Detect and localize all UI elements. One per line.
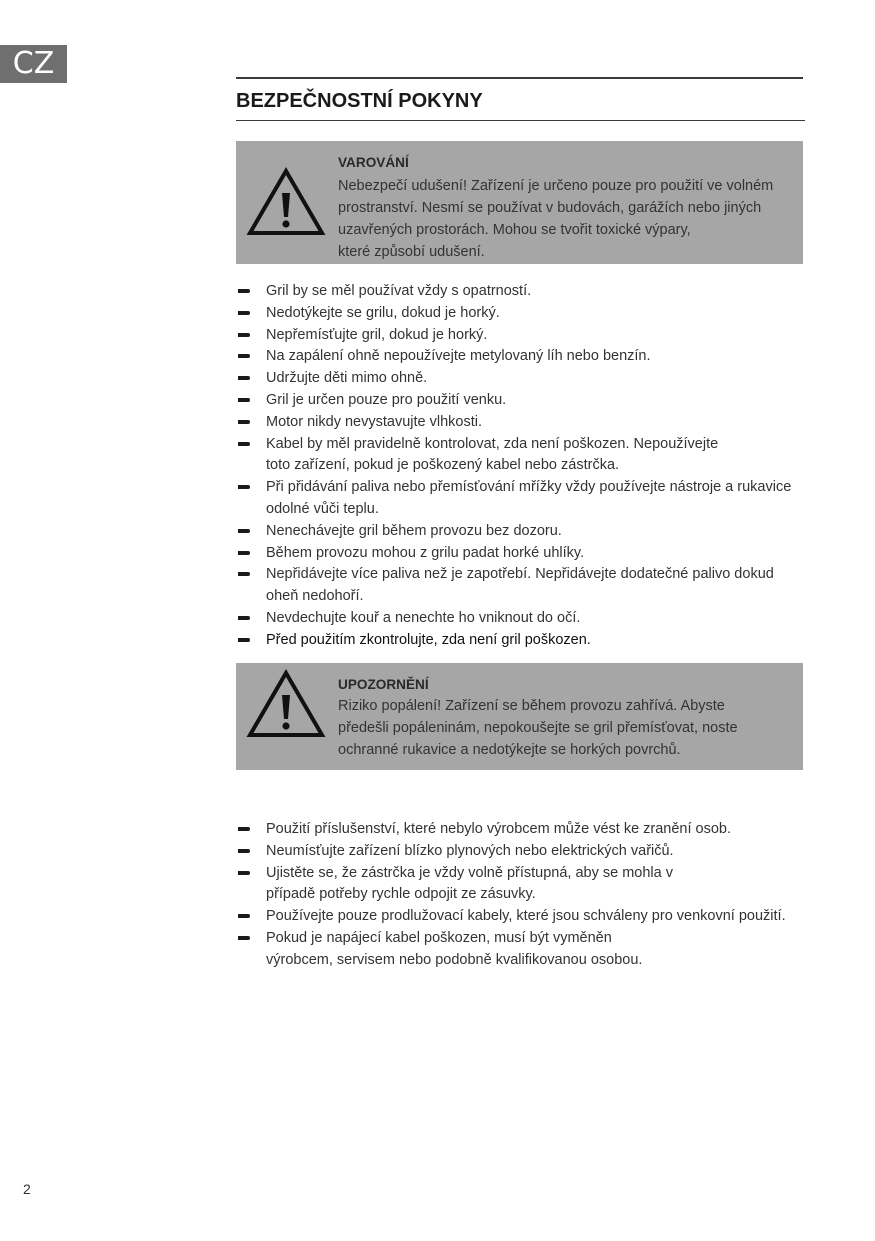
bullet-dash-icon	[238, 616, 250, 620]
bullet-dash-icon	[238, 311, 250, 315]
bullet-dash-icon	[238, 529, 250, 533]
caution-line: předešli popáleninám, nepokoušejte se gril přemísťovat, noste	[338, 720, 738, 736]
bullet-dash-icon	[238, 572, 250, 576]
warning-line: uzavřených prostorách. Mohou se tvořit toxické výpary,	[338, 222, 691, 238]
warning-triangle-icon	[246, 669, 326, 741]
caution-box	[236, 663, 803, 770]
caution-heading: UPOZORNĚNÍ	[338, 677, 429, 692]
bullet-dash-icon	[238, 914, 250, 918]
list-item: Nepřidávejte více paliva než je zapotřebí. Nepřidávejte dodatečné palivo dokud oheň nedohoří.	[236, 564, 836, 608]
warning-line: které způsobí udušení.	[338, 244, 485, 260]
caution-text	[338, 695, 793, 761]
language-tab: CZ	[0, 45, 67, 83]
list-item: Kabel by měl pravidelně kontrolovat, zda není poškozen. Nepoužívejte toto zařízení, pokud je poškozený kabel nebo zástrčka.	[236, 434, 836, 478]
caution-line: Riziko popálení! Zařízení se během provozu zahřívá. Abyste	[338, 698, 725, 714]
warning-line: prostranství. Nesmí se používat v budovách, garážích nebo jiných	[338, 200, 762, 216]
list-item: Neumísťujte zařízení blízko plynových nebo elektrických vařičů.	[236, 841, 836, 863]
list-item: Nevdechujte kouř a nenechte ho vniknout do očí.	[236, 608, 836, 630]
bullet-dash-icon	[238, 827, 250, 831]
page-title: BEZPEČNOSTNÍ POKYNY	[236, 90, 483, 112]
bullet-dash-icon	[238, 376, 250, 380]
list-item: Používejte pouze prodlužovací kabely, které jsou schváleny pro venkovní použití.	[236, 906, 836, 928]
bullet-dash-icon	[238, 936, 250, 940]
top-divider	[236, 77, 803, 79]
list-item: Nepřemísťujte gril, dokud je horký.	[236, 325, 836, 347]
list-item: Při přidávání paliva nebo přemísťování mřížky vždy používejte nástroje a rukavice odolné vůči teplu.	[236, 477, 836, 521]
list-item: Udržujte děti mimo ohně.	[236, 368, 836, 390]
bullet-dash-icon	[238, 849, 250, 853]
list-item: Gril by se měl používat vždy s opatrností.	[236, 281, 836, 303]
list-item: Motor nikdy nevystavujte vlhkosti.	[236, 412, 836, 434]
list-item: Použití příslušenství, které nebylo výrobcem může vést ke zranění osob.	[236, 819, 836, 841]
list-item: Na zapálení ohně nepoužívejte metylovaný líh nebo benzín.	[236, 346, 836, 368]
warning-box	[236, 141, 803, 264]
bullet-dash-icon	[238, 442, 250, 446]
list-item: Před použitím zkontrolujte, zda není gril poškozen.	[236, 630, 836, 652]
warning-triangle-icon	[246, 167, 326, 239]
bullet-dash-icon	[238, 289, 250, 293]
bullet-dash-icon	[238, 551, 250, 555]
bullet-dash-icon	[238, 333, 250, 337]
warning-heading: VAROVÁNÍ	[338, 155, 409, 170]
list-item: Gril je určen pouze pro použití venku.	[236, 390, 836, 412]
caution-line: ochranné rukavice a nedotýkejte se horkých povrchů.	[338, 742, 681, 758]
list-item: Pokud je napájecí kabel poškozen, musí být vyměněn výrobcem, servisem nebo podobně kvalifikovanou osobou.	[236, 928, 836, 972]
safety-list-1	[236, 281, 836, 652]
page-number: 2	[23, 1181, 31, 1197]
bullet-dash-icon	[238, 638, 250, 642]
title-underline	[236, 120, 805, 121]
bullet-dash-icon	[238, 485, 250, 489]
safety-list-2	[236, 819, 836, 972]
list-item: Během provozu mohou z grilu padat horké uhlíky.	[236, 543, 836, 565]
bullet-dash-icon	[238, 354, 250, 358]
list-item: Nedotýkejte se grilu, dokud je horký.	[236, 303, 836, 325]
bullet-dash-icon	[238, 420, 250, 424]
warning-text	[338, 175, 793, 263]
bullet-dash-icon	[238, 871, 250, 875]
bullet-dash-icon	[238, 398, 250, 402]
list-item: Nenechávejte gril během provozu bez dozoru.	[236, 521, 836, 543]
list-item: Ujistěte se, že zástrčka je vždy volně přístupná, aby se mohla v případě potřeby rychle odpojit ze zásuvky.	[236, 863, 836, 907]
warning-line: Nebezpečí udušení! Zařízení je určeno pouze pro použití ve volném	[338, 178, 774, 194]
